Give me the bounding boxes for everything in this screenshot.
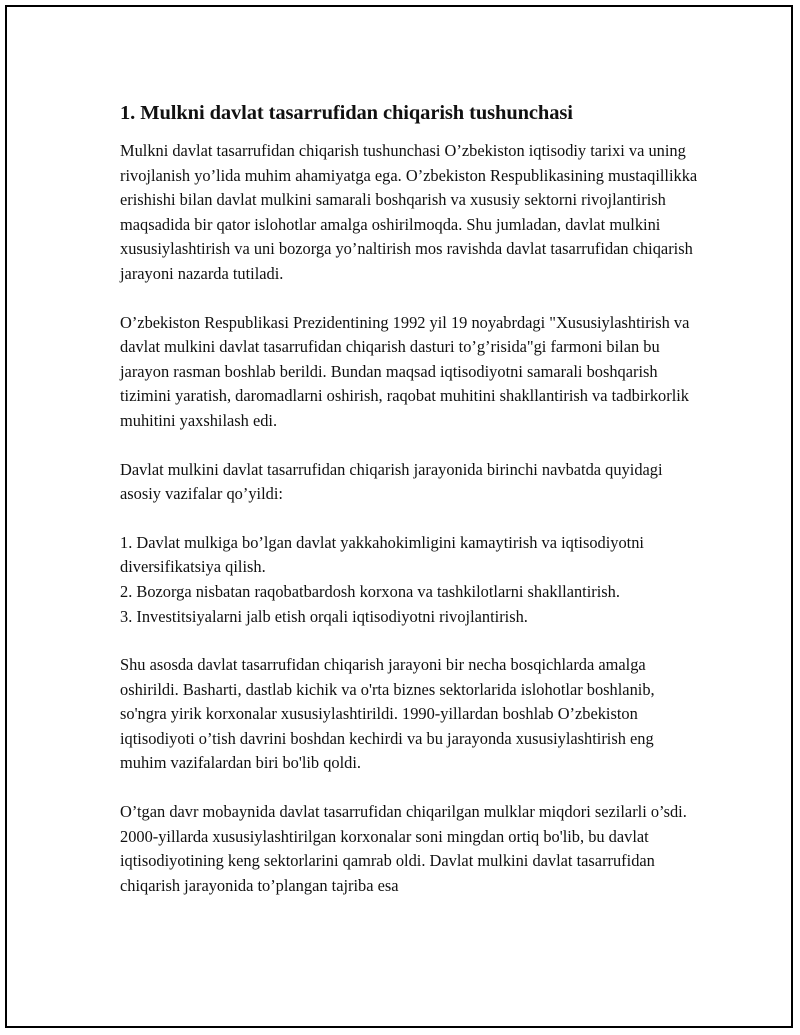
paragraph-results: O’tgan davr mobaynida davlat tasarrufidan chiqarilgan mulklar miqdori sezilarli o’sdi. 2000-yillarda xususiylashtirilgan korxonalar soni mingdan ortiq bo'lib, bu davlat iqtisodiyotining keng sektorlarini qamrab oldi. Davlat mulkini davlat tasarrufidan chiqarish jarayonida to’plangan tajriba esa	[120, 802, 687, 895]
list-item: 2. Bozorga nisbatan raqobatbardosh korxona va tashkilotlarni shakllantirish.	[120, 581, 620, 601]
paragraph-intro: Mulkni davlat tasarrufidan chiqarish tushunchasi O’zbekiston iqtisodiy tarixi va uning rivojlanish yo’lida muhim ahamiyatga ega. O’zbekiston Respublikasining mustaqillikka erishishi bilan davlat mulkini samarali boshqarish va xususiy sektorni rivojlantirish maqsadida bir qator islohotlar amalga oshirilmoqda. Shu jumladan, davlat mulkini xususiylashtirish va uni bozorga yo’naltirish mos ravishda davlat tasarrufidan chiqarish jarayoni nazarda tutiladi.	[120, 141, 698, 283]
paragraph-tasks-intro: Davlat mulkini davlat tasarrufidan chiqarish jarayonida birinchi navbatda quyidagi asosiy vazifalar qo’yildi:	[120, 459, 663, 504]
task-list	[120, 531, 700, 629]
list-item: 3. Investitsiyalarni jalb etish orqali iqtisodiyotni rivojlantirish.	[120, 606, 528, 626]
document-title: 1. Mulkni davlat tasarrufidan chiqarish tushunchasi	[120, 102, 573, 124]
page-frame	[5, 5, 793, 1028]
document-body	[120, 99, 700, 922]
paragraph-stages: Shu asosda davlat tasarrufidan chiqarish jarayoni bir necha bosqichlarda amalga oshirildi. Basharti, dastlab kichik va o'rta biznes sektorlarida islohotlar boshlanib, so'ngra yirik korxonalar xususiylashtirildi. 1990-yillardan boshlab O’zbekiston iqtisodiyoti o’tish davrini boshdan kechirdi va bu jarayonda xususiylashtirish eng muhim vazifalardan biri bo'lib qoldi.	[120, 655, 655, 773]
list-item: 1. Davlat mulkiga bo’lgan davlat yakkahokimligini kamaytirish va iqtisodiyotni diversifikatsiya qilish.	[120, 532, 644, 577]
paragraph-decree: O’zbekiston Respublikasi Prezidentining 1992 yil 19 noyabrdagi "Xususiylashtirish va davlat mulkini davlat tasarrufidan chiqarish dasturi to’g’risida"gi farmoni bilan bu jarayon rasman boshlab berildi. Bundan maqsad iqtisodiyotni samarali boshqarish tizimini yaratish, daromadlarni oshirish, raqobat muhitini shakllantirish va tadbirkorlik muhitini yaxshilash edi.	[120, 312, 690, 430]
